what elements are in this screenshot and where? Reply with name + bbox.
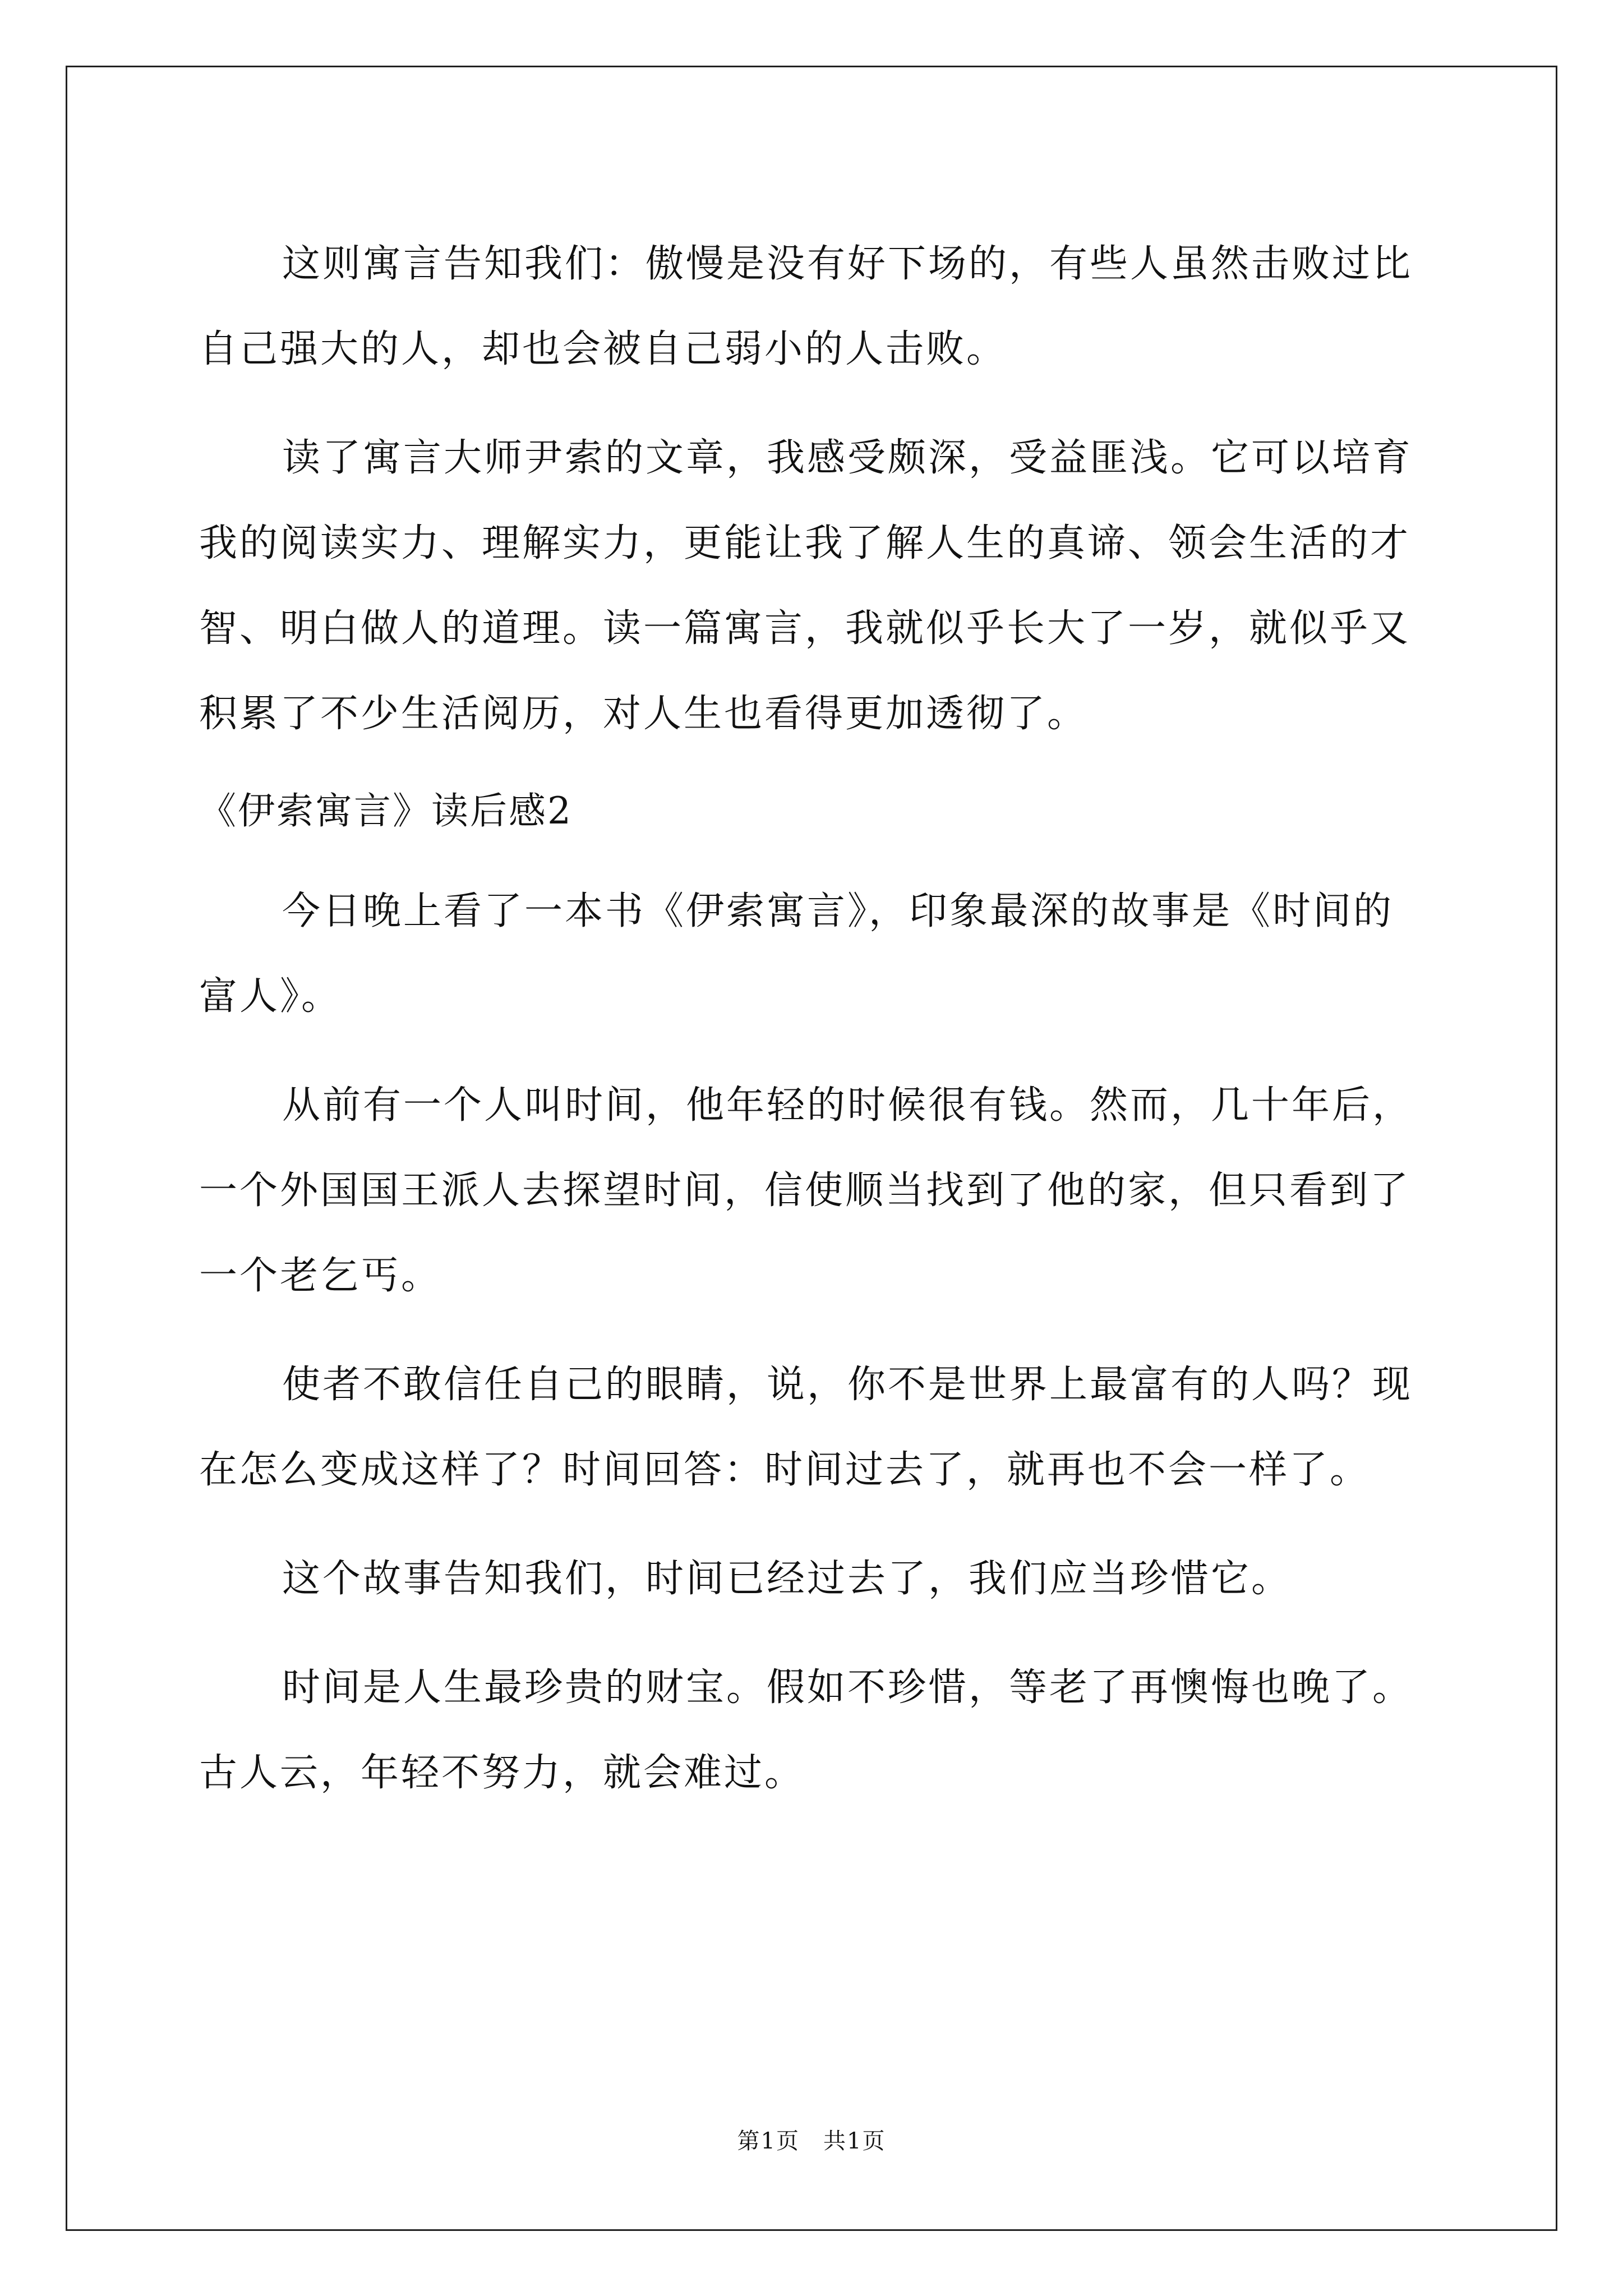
paragraph-5: 使者不敢信任自己的眼睛，说，你不是世界上最富有的人吗？现在怎么变成这样了？时间回答：时间过去了，就再也不会一样了。 (199, 1363, 1413, 1492)
paragraph-2: 读了寓言大师尹索的文章，我感受颇深，受益匪浅。它可以培育我的阅读实力、理解实力，更能让我了解人生的真谛、领会生活的才智、明白做人的道理。读一篇寓言，我就似乎长大了一岁，就似乎又积累了不少生活阅历，对人生也看得更加透彻了。 (199, 436, 1413, 736)
document-body (199, 222, 1433, 1839)
section-heading: 《伊索寓言》读后感2 (199, 789, 573, 832)
paragraph-1: 这则寓言告知我们：傲慢是没有好下场的，有些人虽然击败过比自己强大的人，却也会被自己弱小的人击败。 (199, 242, 1413, 371)
paragraph-7: 时间是人生最珍贵的财宝。假如不珍惜，等老了再懊悔也晚了。古人云，年轻不努力，就会难过。 (199, 1665, 1413, 1795)
paragraph-3: 今日晚上看了一本书《伊索寓言》，印象最深的故事是《时间的富人》。 (199, 889, 1394, 1019)
paragraph-4: 从前有一个人叫时间，他年轻的时候很有钱。然而，几十年后，一个外国国王派人去探望时间，信使顺当找到了他的家，但只看到了一个老乞丐。 (199, 1083, 1413, 1298)
paragraph-6: 这个故事告知我们，时间已经过去了，我们应当珍惜它。 (282, 1557, 1292, 1601)
page-number: 第1页 共1页 (737, 2128, 886, 2154)
